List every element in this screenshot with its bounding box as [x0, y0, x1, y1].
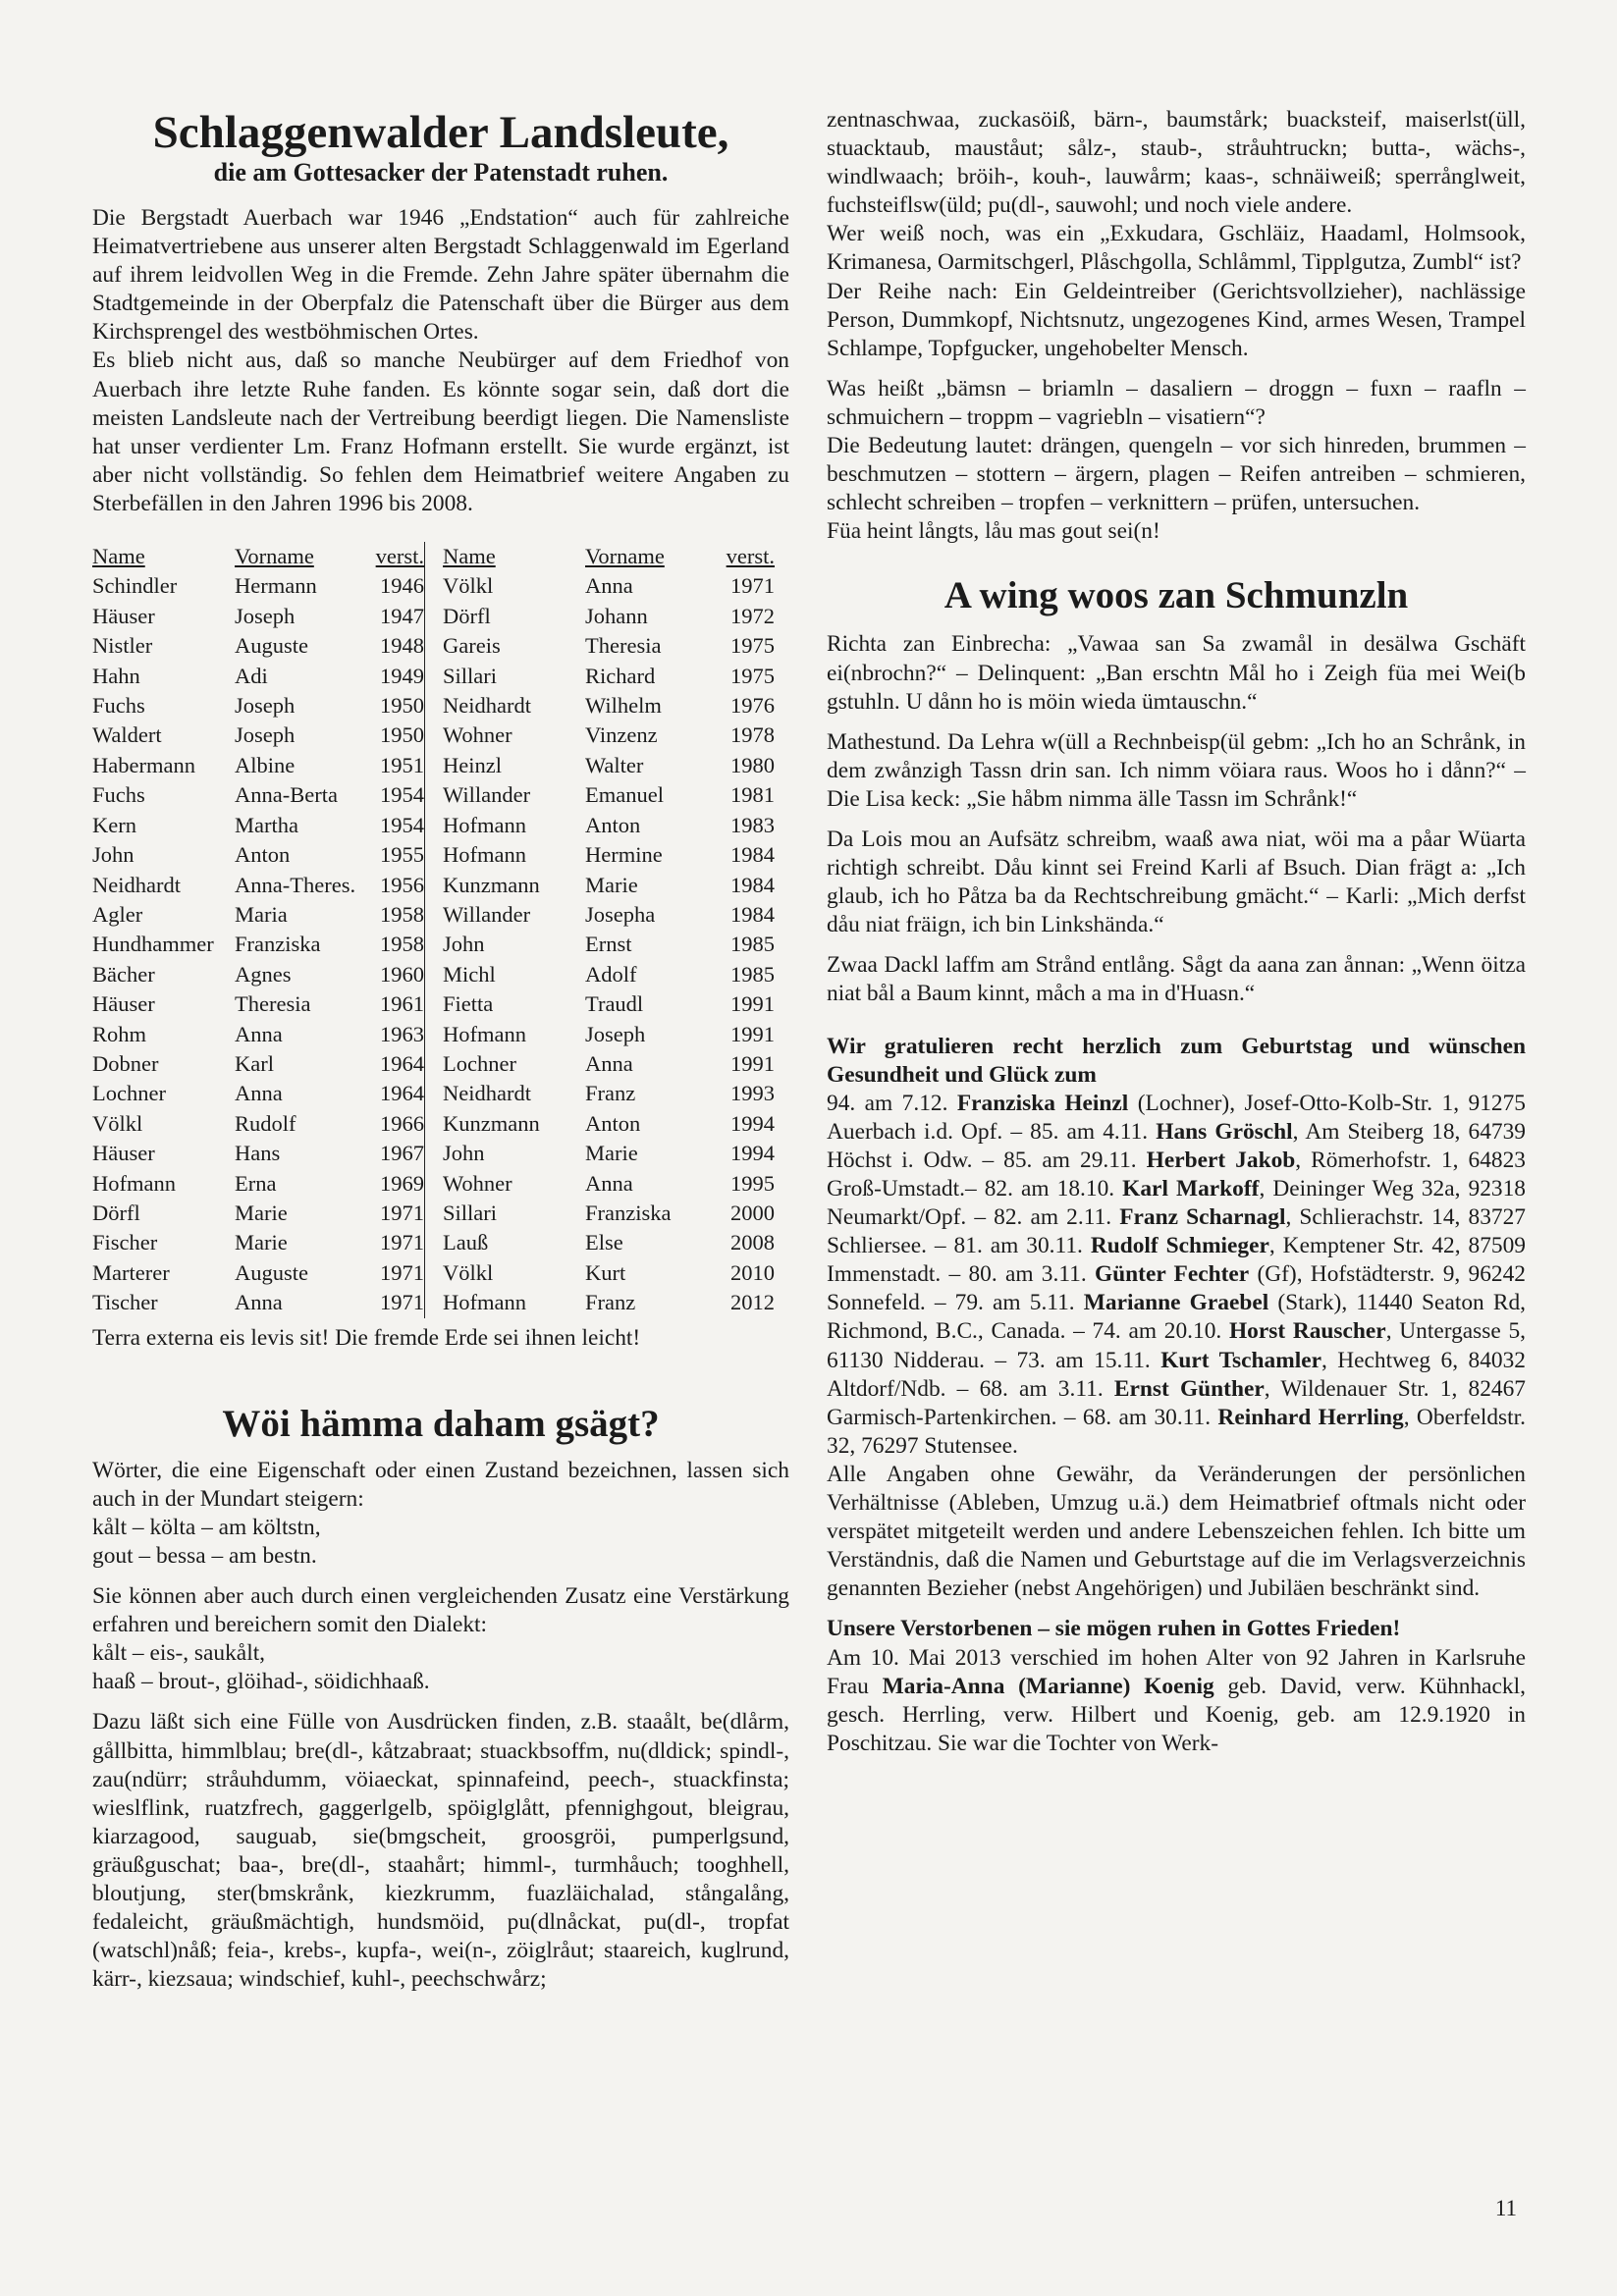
table-row — [92, 840, 775, 870]
cell-verst: 1966 — [380, 1110, 424, 1136]
cell-vorname-2: Marie — [585, 872, 638, 897]
cell-verst: 1969 — [380, 1170, 424, 1196]
table-row — [92, 571, 775, 601]
column-divider — [425, 811, 444, 840]
cell-vorname-2: Ernst — [585, 932, 632, 957]
column-divider — [425, 1199, 444, 1228]
cell-vorname-2: Hermine — [585, 842, 663, 868]
cell-vorname: Theresia — [235, 991, 311, 1017]
section2-line-5: kålt – eis-, saukålt, — [92, 1640, 266, 1667]
cell-verst-2: 2008 — [730, 1230, 775, 1255]
cell-name: Hahn — [92, 663, 140, 688]
cell-name: Hundhammer — [92, 932, 214, 957]
cell-vorname-2: Marie — [585, 1141, 638, 1166]
cell-vorname-2: Emanuel — [585, 782, 664, 808]
cell-name-2: Michl — [443, 961, 496, 987]
congrats-heading: Wir gratulieren recht herzlich zum Geburtstag und wünschen Gesundheit und Glück zum — [827, 1033, 1526, 1088]
cell-name: Nistler — [92, 633, 153, 659]
cell-vorname-2: Kurt — [585, 1259, 626, 1285]
congrats-text: , Römerhofstr. 1, 64823 Groß-Umstadt.– 82. am 18.10. — [827, 1147, 1526, 1201]
cell-vorname-2: Franziska — [585, 1200, 672, 1225]
cell-name-2: Dörfl — [443, 603, 491, 628]
cell-vorname: Joseph — [235, 603, 296, 628]
section2-paragraph-1: Wörter, die eine Eigenschaft oder einen Zustand bezeichnen, lassen sich auch in der Mundart steigern: — [92, 1457, 789, 1512]
cell-verst-2: 1975 — [730, 663, 775, 688]
cell-verst-2: 1994 — [730, 1141, 775, 1166]
cell-name-2: Fietta — [443, 991, 494, 1017]
column-divider — [425, 1109, 444, 1139]
cell-vorname-2: Wilhelm — [585, 693, 662, 719]
congrats-person-name: Marianne Graebel — [1083, 1290, 1269, 1316]
cell-verst: 1948 — [380, 633, 424, 659]
table-row — [92, 662, 775, 691]
column-divider — [425, 1049, 444, 1079]
cell-name: Schindler — [92, 573, 178, 599]
congrats-text: , Kemptener Str. 42, 87509 Immenstadt. – 80. am 3.11. — [827, 1233, 1527, 1288]
cell-verst-2: 1991 — [730, 1021, 775, 1046]
cell-vorname: Rudolf — [235, 1110, 296, 1136]
cell-name: Fischer — [92, 1230, 158, 1255]
congrats-text: , Wildenauer Str. 1, 82467 Garmisch-Partenkirchen. – 68. am 30.11. — [827, 1375, 1526, 1430]
cell-vorname: Anna-Theres. — [235, 872, 356, 897]
cell-verst-2: 1976 — [730, 693, 775, 719]
cell-verst-2: 1983 — [730, 812, 775, 837]
cell-verst: 1967 — [380, 1141, 424, 1166]
page-number: 11 — [1494, 2196, 1517, 2220]
column-divider — [425, 989, 444, 1019]
cell-vorname: Martha — [235, 812, 298, 837]
table-row — [92, 780, 775, 810]
cell-vorname: Marie — [235, 1200, 288, 1225]
section-title-schmunzln: A wing woos zan Schmunzln — [943, 574, 1409, 617]
cell-vorname-2: Anna — [585, 1050, 633, 1076]
joke-1: Richta zan Einbrecha: „Vawaa san Sa zwamål in desälwa Gschäft ei(nbrochn?“ – Delinquent: „Ban erschtn Mål ho i Zeigh füa mei Wei(b gstuhln. U dånn ho is möin wieda ümtauschn.“ — [827, 631, 1526, 715]
col-header-verst: verst. — [375, 544, 424, 569]
congrats-text: , Oberfeldstr. 32, 76297 Stutensee. — [827, 1404, 1527, 1459]
cell-verst-2: 1972 — [730, 603, 775, 628]
column-divider — [425, 1288, 444, 1317]
table-row — [92, 1228, 775, 1257]
congrats-person-name: Karl Markoff — [1122, 1176, 1260, 1201]
cell-verst-2: 1978 — [730, 722, 775, 748]
cell-vorname: Karl — [235, 1050, 274, 1076]
cell-vorname-2: Richard — [585, 663, 656, 688]
cell-vorname-2: Franz — [585, 1290, 636, 1315]
column-divider — [425, 721, 444, 750]
table-row — [92, 602, 775, 631]
cell-verst-2: 1984 — [730, 872, 775, 897]
table-row — [92, 1139, 775, 1168]
cell-name: Tischer — [92, 1290, 158, 1315]
cell-name: Kern — [92, 812, 136, 837]
column-divider — [425, 960, 444, 989]
right-column — [827, 106, 1526, 1758]
section2-paragraph-7: Dazu läßt sich eine Fülle von Ausdrücken finden, z.B. staaålt, be(dlårm, gållbitta, himmlblau; bre(dl-, kåtzabraat; stuackbsoffm, nu(dldick; spindl-, zau(ndürr; stråuhdumm, vöiaeckat, spinnafeind, peech-, stuackfinsta; wieslflink, ruatzfrech, gaggerlgelb, spöiglglått, pfennighgout, bleigrau, kiarzagood, sauguab, sie(bmgscheit, groosgröi, pumperlgsund, gräußguschat; baa-, bre(dl-, staahårt; himml-, turmhåuch; tooghhell, bloutjung, ster(bmskrånk, kiezkrumm, fuazläichalad, stångalång, fedaleicht, gräußmächtigh, hundsmöid, pu(dlnåckat, pu(dl-, tropfat (watschl)nåß; feia-, krebs-, kupfa-, wei(n-, zöiglråut; staareich, kuglrund, kärr-, kiezsaua; windschief, kuhl-, peechschwårz; — [92, 1709, 789, 1993]
column-divider — [425, 691, 444, 721]
table-row — [92, 721, 775, 750]
cell-name: John — [92, 842, 135, 868]
cell-verst-2: 1993 — [730, 1081, 775, 1106]
cell-name-2: Wohner — [443, 722, 512, 748]
cell-verst-2: 1991 — [730, 991, 775, 1017]
cell-verst-2: 2012 — [730, 1290, 775, 1315]
cell-verst-2: 1975 — [730, 633, 775, 659]
congrats-person-name: Kurt Tschamler — [1160, 1347, 1321, 1373]
right-paragraph-3: Der Reihe nach: Ein Geldeintreiber (Gerichtsvollzieher), nachlässige Person, Dummkopf, Nichtsnutz, ungezogenes Kind, armes Wesen, Trampel Schlampe, Topfgucker, ungehobelter Mensch. — [827, 278, 1526, 361]
cell-verst: 1956 — [380, 872, 424, 897]
article-subtitle: die am Gottesacker der Patenstadt ruhen. — [213, 158, 669, 187]
cell-vorname-2: Traudl — [585, 991, 644, 1017]
cell-verst: 1950 — [380, 693, 424, 719]
cell-verst: 1950 — [380, 722, 424, 748]
cell-vorname: Auguste — [235, 633, 308, 659]
cell-name: Dörfl — [92, 1200, 140, 1225]
cell-vorname-2: Anton — [585, 812, 641, 837]
table-row — [92, 1288, 775, 1317]
congrats-text: , Deininger Weg 32a, 92318 Neumarkt/Opf. – 82. am 2.11. — [827, 1176, 1526, 1231]
section2-line-3: gout – bessa – am bestn. — [92, 1542, 317, 1569]
cell-name-2: Neidhardt — [443, 1081, 531, 1106]
left-column — [92, 106, 789, 1994]
cell-vorname: Joseph — [235, 722, 296, 748]
section-title-woi-hamma: Wöi hämma daham gsägt? — [222, 1402, 660, 1445]
table-row — [92, 930, 775, 959]
cell-name-2: Hofmann — [443, 812, 526, 837]
table-row — [92, 751, 775, 780]
cell-name-2: Völkl — [443, 1259, 494, 1285]
deceased-text-pre: Am 10. Mai 2013 verschied im hohen Alter von 92 Jahren in Karlsruhe Frau — [827, 1644, 1526, 1699]
cell-name-2: Heinzl — [443, 752, 502, 777]
cell-verst: 1949 — [380, 663, 424, 688]
cell-verst: 1971 — [380, 1230, 424, 1255]
column-divider — [425, 1258, 444, 1288]
table-row — [92, 691, 775, 721]
names-table — [92, 542, 775, 1318]
deceased-text-post: geb. David, verw. Kühnhackl, gesch. Herrling, verw. Hilbert und Koenig, geb. am 12.9.1920 in Poschitzau. Sie war die Tochter von Werk- — [827, 1673, 1526, 1756]
cell-name-2: Willander — [443, 782, 531, 808]
cell-vorname-2: Anton — [585, 1110, 641, 1136]
cell-name: Marterer — [92, 1259, 170, 1285]
cell-verst: 1947 — [380, 603, 424, 628]
column-divider — [425, 631, 444, 661]
cell-vorname-2: Josepha — [585, 901, 656, 927]
cell-vorname: Maria — [235, 901, 288, 927]
cell-name: Lochner — [92, 1081, 166, 1106]
cell-verst-2: 1994 — [730, 1110, 775, 1136]
right-paragraph-6: Füa heint långts, låu mas gout sei(n! — [827, 518, 1160, 545]
cell-name-2: Gareis — [443, 633, 501, 659]
cell-name-2: Lauß — [443, 1230, 489, 1255]
cell-name-2: Hofmann — [443, 1290, 526, 1315]
congrats-person-name: Herbert Jakob — [1146, 1147, 1296, 1173]
cell-name: Häuser — [92, 991, 155, 1017]
cell-vorname: Hermann — [235, 573, 317, 599]
cell-vorname-2: Anna — [585, 1170, 633, 1196]
right-paragraph-1: zentnaschwaa, zuckasöiß, bärn-, baumstårk; buacksteif, maiserlst(üll, stuacktaub, mauståut; sålz-, staub-, stråuhtruckn; butta-, wächs-, windlwaach; bröih-, kouh-, lauwårm; kaas-, schnäiweiß; sperrånglweit, fuchsteiflsw(üld; pu(dl-, sauwohl; und noch viele andere. — [827, 107, 1526, 219]
congrats-person-name: Franziska Heinzl — [956, 1090, 1129, 1116]
congrats-text: , Untergasse 5, 61130 Nidderau. – 73. am 15.11. — [827, 1318, 1526, 1373]
cell-vorname: Auguste — [235, 1259, 308, 1285]
column-divider — [425, 1228, 444, 1257]
right-paragraph-2: Wer weiß noch, was ein „Exkudara, Gschläiz, Haadaml, Holmsook, Krimanesa, Oarmitschgerl, Plåschgolla, Schlåmml, Tipplgutza, Zumbl“ ist? — [827, 221, 1526, 276]
congrats-text: (Stark), 11440 Seaton Rd, Richmond, B.C., Canada. – 74. am 20.10. — [827, 1290, 1526, 1345]
intro-paragraph-2: Es blieb nicht aus, daß so manche Neubürger auf dem Friedhof von Auerbach ihre letzte Ruhe fanden. Es könnte sogar sein, daß dort die meisten Landsleute nach der Vertreibung beerdigt liegen. Die Namensliste hat unser verdienter Lm. Franz Hofmann erstellt. Sie wurde ergänzt, ist aber nicht vollständig. So fehlen dem Heimatbrief weitere Angaben zu Sterbefällen in den Jahren 1996 bis 2008. — [92, 347, 789, 516]
cell-verst: 1960 — [380, 961, 424, 987]
joke-2: Mathestund. Da Lehra w(üll a Rechnbeisp(ül gebm: „Ich ho an Schrånk, in dem zwånzigh Tassn drin san. Ich nimm vöiara raus. Woos ho i dånn?“ – Die Lisa keck: „Sie håbm nimma älle Tassn im Schrånk!“ — [827, 728, 1526, 812]
names-table-body — [92, 571, 775, 1317]
cell-vorname: Anna — [235, 1021, 283, 1046]
cell-verst-2: 1981 — [730, 782, 775, 808]
cell-vorname: Agnes — [235, 961, 292, 987]
cell-name: Habermann — [92, 752, 195, 777]
cell-vorname-2: Walter — [585, 752, 644, 777]
cell-vorname-2: Anna — [585, 573, 633, 599]
article-title: Schlaggenwalder Landsleute, — [152, 107, 729, 158]
cell-vorname-2: Theresia — [585, 633, 662, 659]
cell-vorname: Anton — [235, 842, 291, 868]
table-row — [92, 631, 775, 661]
right-paragraph-5: Die Bedeutung lautet: drängen, quengeln – vor sich hinreden, brummen – beschmutzen – stottern – ärgern, plagen – Reifen antreiben – schmieren, schlecht schreiben – tropfen – verknittern – prüfen, untersuchen. — [827, 433, 1526, 516]
table-row — [92, 1020, 775, 1049]
table-row — [92, 1079, 775, 1108]
column-divider — [425, 542, 444, 571]
section2-line-2: kålt – költa – am költstn, — [92, 1514, 321, 1540]
column-divider — [425, 1169, 444, 1199]
congrats-person-name: Reinhard Herrling — [1217, 1404, 1404, 1430]
column-divider — [425, 751, 444, 780]
col-header-name-2: Name — [443, 544, 496, 569]
cell-verst: 1955 — [380, 842, 424, 868]
cell-vorname: Joseph — [235, 693, 296, 719]
intro-paragraph-1: Die Bergstadt Auerbach war 1946 „Endstation“ auch für zahlreiche Heimatvertriebene aus unserer alten Bergstadt Schlaggenwald im Egerland auf ihrem leidvollen Weg in die Fremde. Zehn Jahre später übernahm die Stadtgemeinde in der Oberpfalz die Patenschaft über die Bürger aus dem Kirchsprengel des westböhmischen Ortes. — [92, 205, 789, 346]
table-row — [92, 811, 775, 840]
cell-name: Fuchs — [92, 693, 145, 719]
congrats-text: , Am Steiberg 18, 64739 Höchst i. Odw. – 85. am 29.11. — [827, 1118, 1526, 1173]
column-divider — [425, 1079, 444, 1108]
cell-name-2: Kunzmann — [443, 1110, 540, 1136]
cell-verst: 1963 — [380, 1021, 424, 1046]
col-header-verst-2: verst. — [726, 544, 775, 569]
cell-verst-2: 1991 — [730, 1050, 775, 1076]
cell-verst: 1961 — [380, 991, 424, 1017]
cell-name: Häuser — [92, 1141, 155, 1166]
cell-verst-2: 1985 — [730, 932, 775, 957]
cell-vorname: Anna-Berta — [235, 782, 338, 808]
cell-name-2: Völkl — [443, 573, 494, 599]
cell-verst: 1954 — [380, 812, 424, 837]
cell-name: Fuchs — [92, 782, 145, 808]
cell-vorname: Marie — [235, 1230, 288, 1255]
cell-vorname: Adi — [235, 663, 268, 688]
congrats-text: (Gf), Hofstädterstr. 9, 96242 Sonnefeld. – 79. am 5.11. — [827, 1261, 1526, 1316]
deceased-name: Maria-Anna (Marianne) Koenig — [882, 1673, 1214, 1699]
column-divider — [425, 900, 444, 930]
cell-verst: 1964 — [380, 1050, 424, 1076]
cell-name-2: Willander — [443, 901, 531, 927]
cell-verst-2: 1984 — [730, 842, 775, 868]
congrats-person-name: Franz Scharnagl — [1119, 1204, 1286, 1231]
cell-vorname-2: Franz — [585, 1081, 636, 1106]
deceased-paragraph — [827, 1644, 1526, 1758]
col-header-name: Name — [92, 544, 145, 569]
cell-verst-2: 1984 — [730, 901, 775, 927]
joke-4: Zwaa Dackl laffm am Strånd entlång. Sågt da aana zan ånnan: „Wenn öitza niat bål a Baum kinnt, måch a ma in d'Huasn.“ — [827, 952, 1526, 1007]
cell-vorname: Albine — [235, 752, 296, 777]
cell-vorname: Erna — [235, 1170, 277, 1196]
congrats-text: , Hechtweg 6, 84032 Altdorf/Ndb. – 68. am 3.11. — [827, 1347, 1526, 1402]
table-row — [92, 989, 775, 1019]
section2-line-6: haaß – brout-, glöihad-, söidichhaaß. — [92, 1669, 430, 1695]
cell-name: Rohm — [92, 1021, 147, 1046]
cell-vorname: Hans — [235, 1141, 281, 1166]
table-row — [92, 1199, 775, 1228]
cell-name-2: Hofmann — [443, 842, 526, 868]
congrats-person-name: Hans Gröschl — [1156, 1118, 1293, 1145]
cell-name-2: John — [443, 932, 485, 957]
cell-vorname-2: Else — [585, 1230, 623, 1255]
cell-vorname: Franziska — [235, 932, 321, 957]
cell-vorname-2: Vinzenz — [585, 722, 658, 748]
column-divider — [425, 871, 444, 900]
congrats-text: (Lochner), Josef-Otto-Kolb-Str. 1, 91275 Auerbach i.d. Opf. – 85. am 4.11. — [827, 1090, 1526, 1145]
column-divider — [425, 662, 444, 691]
joke-3: Da Lois mou an Aufsätz schreibm, waaß awa niat, wöi ma a påar Wüarta richtigh schreibt. Dåu kinnt sei Freind Karli af Bsuch. Dian frägt a: „Ich glaub, ich ho Påtza ba da Rechtschreibung gmächt.“ – Karli: „Mich derfst dåu niat fräign, ich bin Linkshända.“ — [827, 826, 1526, 938]
congrats-list — [827, 1090, 1526, 1461]
column-divider — [425, 1020, 444, 1049]
cell-verst: 1954 — [380, 782, 424, 808]
cell-verst-2: 1995 — [730, 1170, 775, 1196]
table-row — [92, 1258, 775, 1288]
cell-verst: 1971 — [380, 1259, 424, 1285]
cell-verst: 1958 — [380, 932, 424, 957]
cell-verst-2: 2000 — [730, 1200, 775, 1225]
column-divider — [425, 780, 444, 810]
right-paragraph-4: Was heißt „bämsn – briamln – dasaliern – droggn – fuxn – raafln – schmuichern – troppm – vagriebln – visatiern“? — [827, 375, 1526, 430]
cell-verst: 1951 — [380, 752, 424, 777]
table-row — [92, 1109, 775, 1139]
congrats-person-name: Günter Fechter — [1094, 1261, 1250, 1288]
cell-verst-2: 1971 — [730, 573, 775, 599]
disclaimer: Alle Angaben ohne Gewähr, da Veränderungen der persönlichen Verhältnisse (Ableben, Umzug u.ä.) dem Heimatbrief oftmals nicht oder verspätet mitgeteilt werden und andere Lebenszeichen fehlen. Ich bitte um Verständnis, daß die Namen und Geburtstage auf die im Verlagsverzeichnis genannten Bezieher (nebst Angehörigen) und Jubiläen beschränkt sind. — [827, 1461, 1526, 1602]
closing-line: Terra externa eis levis sit! Die fremde Erde sei ihnen leicht! — [92, 1324, 641, 1351]
cell-verst-2: 1985 — [730, 961, 775, 987]
cell-vorname: Anna — [235, 1290, 283, 1315]
cell-name-2: Wohner — [443, 1170, 512, 1196]
congrats-text: 94. am 7.12. — [827, 1090, 957, 1116]
deceased-heading: Unsere Verstorbenen – sie mögen ruhen in Gottes Frieden! — [827, 1616, 1401, 1642]
column-divider — [425, 930, 444, 959]
congrats-person-name: Rudolf Schmieger — [1090, 1233, 1269, 1259]
congrats-text: , Schlierachstr. 14, 83727 Schliersee. – 81. am 30.11. — [827, 1204, 1526, 1259]
cell-name-2: Kunzmann — [443, 872, 540, 897]
congrats-person-name: Ernst Günther — [1113, 1375, 1265, 1402]
cell-name-2: Hofmann — [443, 1021, 526, 1046]
cell-vorname-2: Joseph — [585, 1021, 646, 1046]
cell-verst: 1946 — [380, 573, 424, 599]
column-divider — [425, 1139, 444, 1168]
cell-name-2: Sillari — [443, 1200, 497, 1225]
cell-name: Neidhardt — [92, 872, 181, 897]
cell-name: Häuser — [92, 603, 155, 628]
table-row — [92, 1049, 775, 1079]
cell-verst-2: 1980 — [730, 752, 775, 777]
column-divider — [425, 840, 444, 870]
cell-vorname: Anna — [235, 1081, 283, 1106]
names-table-header — [92, 542, 775, 571]
cell-name: Waldert — [92, 722, 162, 748]
cell-verst: 1958 — [380, 901, 424, 927]
col-header-vorname: Vorname — [235, 544, 314, 569]
section2-paragraph-4: Sie können aber auch durch einen vergleichenden Zusatz eine Verstärkung erfahren und bereichern somit den Dialekt: — [92, 1583, 789, 1638]
table-row — [92, 1169, 775, 1199]
cell-name: Völkl — [92, 1110, 143, 1136]
cell-verst: 1971 — [380, 1290, 424, 1315]
cell-name: Bächer — [92, 961, 155, 987]
cell-name-2: John — [443, 1141, 485, 1166]
column-divider — [425, 602, 444, 631]
congrats-person-name: Horst Rauscher — [1228, 1318, 1386, 1345]
cell-name: Dobner — [92, 1050, 159, 1076]
cell-verst: 1971 — [380, 1200, 424, 1225]
cell-name-2: Sillari — [443, 663, 497, 688]
cell-name: Agler — [92, 901, 143, 927]
table-row — [92, 900, 775, 930]
cell-name-2: Neidhardt — [443, 693, 531, 719]
table-row — [92, 871, 775, 900]
cell-vorname-2: Adolf — [585, 961, 637, 987]
cell-name: Hofmann — [92, 1170, 176, 1196]
table-row — [92, 960, 775, 989]
cell-name-2: Lochner — [443, 1050, 516, 1076]
cell-verst: 1964 — [380, 1081, 424, 1106]
cell-vorname-2: Johann — [585, 603, 648, 628]
col-header-vorname-2: Vorname — [585, 544, 665, 569]
cell-verst-2: 2010 — [730, 1259, 775, 1285]
column-divider — [425, 571, 444, 601]
